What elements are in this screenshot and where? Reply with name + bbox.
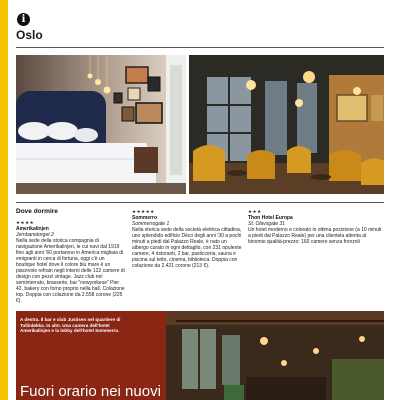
divider-top [16,47,384,48]
yellow-accent-bar [0,0,8,400]
hotel-address: Jernbanetorget 2 [16,232,54,238]
hotel-description: Nella sede della storica compagnia di navigazione Amerikalinjen, le cui navi dal 1919 fino agli anni '60 portarono in America migliaia di emigranti in cerca di fortuna, oggi c'è un boutique hotel dove il colore blu mare è un piacevole refrain negli interni delle 122 camere di design con pezzi vintage. Jazz club nel seminterrato, brasserie, bar "newyorkese" Pier 42, bakery con forno proprio nella hall. Colazione top. Doppia con colazione da 2.558 corone (225 €). [16,238,125,304]
section-heading: Dove dormire [16,208,58,215]
photo-hotel-lobby [189,55,384,194]
hotel-stars: ★★★ [248,209,262,214]
article-column-2 [132,209,242,269]
article-headline: Fuori orario nei nuovi [20,383,161,400]
hotel-description: Un hotel moderno e colorato in ottima posizione (a 10 minuti a piedi dal Palazzo Reale) per una clientela attenta al binomio qualità-prezzo: 160 camere senza fronzoli [248,227,382,245]
divider-middle [16,202,384,203]
hotel-description: Nella storica sede della società elettrica cittadina, uno splendido edificio Déco degli anni '30 a pochi minuti a piedi dal Palazzo Reale, è nato un albergo curato in ogni dettaglio, con 231 opulente camere, 4 ristoranti, 2 bar, pasticceria, sauna e piscina sul tetto, cinema, biblioteca. Doppia con colazione da 2.421 corone (213 €). [132,227,242,269]
article-column-1 [16,209,125,304]
hotel-name: Sommerro [132,215,158,221]
info-icon: i [17,13,30,26]
page-title: Oslo [16,28,43,42]
hotel-name: Amerikalinjen [16,226,49,232]
hotel-stars: ★★★★★ [132,209,155,214]
hotel-name: Thon Hotel Europa [248,215,293,221]
photo-caption: A destra. Il bar e club Justisen nel quartiere di Tullinløkka. In alto. Una camera dell'hotel Amerikalinjen e la lobby dell'hotel Sommerro. [20,317,121,334]
photo-hotel-bedroom [16,55,186,194]
article-column-3 [248,209,384,245]
hotel-stars: ★★★★ [16,220,35,225]
hotel-address: St. Olavsgate 31 [248,221,285,227]
hotel-address: Sommerrogate 1 [132,221,170,227]
